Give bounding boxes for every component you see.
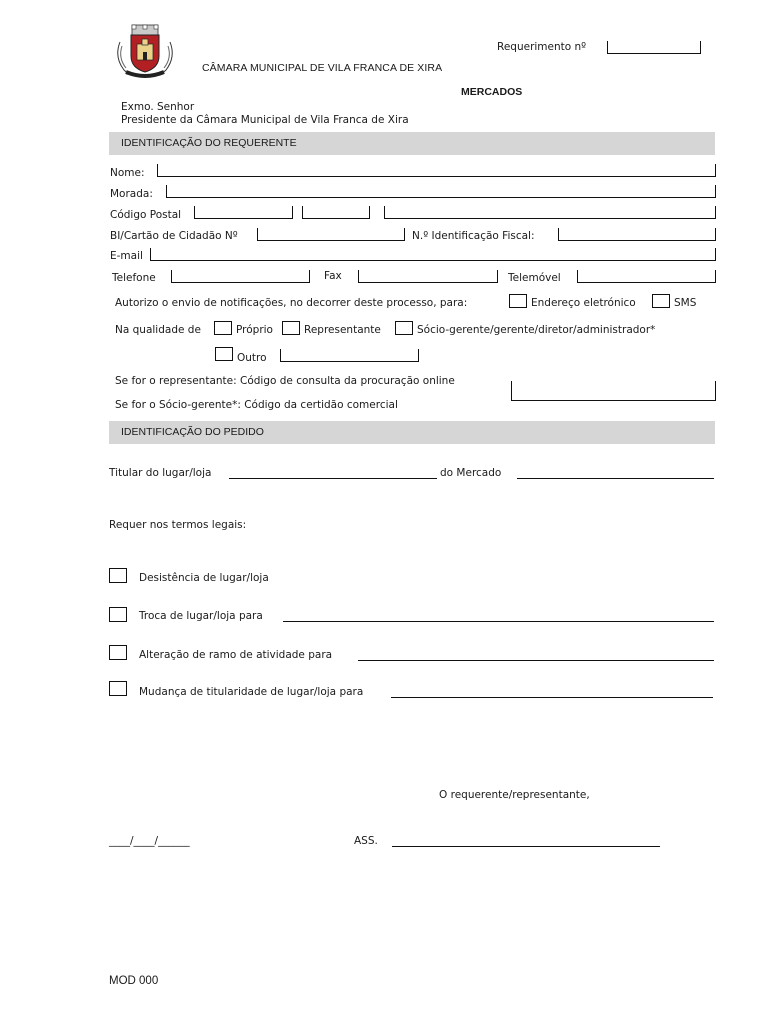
fax-field[interactable] bbox=[358, 270, 498, 283]
telefone-field[interactable] bbox=[171, 270, 310, 283]
codigo-field[interactable] bbox=[511, 381, 716, 401]
municipal-crest-logo bbox=[112, 22, 178, 80]
notificacoes-label: Autorizo o envio de notificações, no decorrer deste processo, para: bbox=[115, 297, 468, 309]
qualidade-label: Na qualidade de bbox=[115, 324, 201, 336]
addressee-line-2: Presidente da Câmara Municipal de Vila Franca de Xira bbox=[121, 114, 409, 126]
outro-label: Outro bbox=[237, 352, 267, 364]
procuracao-label: Se for o representante: Código de consulta da procuração online bbox=[115, 375, 455, 387]
email-label: E-mail bbox=[110, 250, 143, 262]
telefone-label: Telefone bbox=[112, 272, 156, 284]
socio-checkbox[interactable] bbox=[395, 321, 413, 335]
nome-field[interactable] bbox=[157, 164, 716, 177]
ass-label: ASS. bbox=[354, 835, 378, 847]
signature-line[interactable] bbox=[392, 846, 660, 847]
morada-field[interactable] bbox=[166, 185, 716, 198]
certidao-label: Se for o Sócio-gerente*: Código da certidão comercial bbox=[115, 399, 398, 411]
representante-checkbox[interactable] bbox=[282, 321, 300, 335]
alteracao-checkbox[interactable] bbox=[109, 645, 127, 660]
proprio-checkbox[interactable] bbox=[214, 321, 232, 335]
proprio-label: Próprio bbox=[236, 324, 273, 336]
alteracao-label: Alteração de ramo de atividade para bbox=[139, 649, 333, 661]
desistencia-label: Desistência de lugar/loja bbox=[139, 572, 269, 584]
addressee-line-1: Exmo. Senhor bbox=[121, 101, 195, 113]
mudanca-checkbox[interactable] bbox=[109, 681, 127, 696]
mudanca-line[interactable] bbox=[391, 697, 713, 698]
mercado-label: do Mercado bbox=[440, 467, 502, 479]
codigo-postal-field-2[interactable] bbox=[302, 206, 370, 219]
nif-label: N.º Identificação Fiscal: bbox=[412, 230, 535, 242]
socio-label: Sócio-gerente/gerente/diretor/administrador* bbox=[417, 324, 656, 336]
email-field[interactable] bbox=[150, 248, 716, 261]
sms-label: SMS bbox=[674, 297, 697, 309]
requer-label: Requer nos termos legais: bbox=[109, 519, 247, 531]
telemovel-field[interactable] bbox=[577, 270, 716, 283]
sms-checkbox[interactable] bbox=[652, 294, 670, 308]
requerimento-number-field[interactable] bbox=[607, 41, 701, 54]
section-title: MERCADOS bbox=[461, 86, 523, 98]
desistencia-checkbox[interactable] bbox=[109, 568, 127, 583]
form-code: MOD 000 bbox=[109, 975, 159, 987]
requerimento-label: Requerimento nº bbox=[497, 41, 587, 53]
nif-field[interactable] bbox=[558, 228, 716, 241]
endereco-label: Endereço eletrónico bbox=[531, 297, 636, 309]
troca-checkbox[interactable] bbox=[109, 607, 127, 622]
section-bar-requerente bbox=[109, 132, 715, 155]
troca-label: Troca de lugar/loja para bbox=[139, 610, 263, 622]
representante-label: Representante bbox=[304, 324, 381, 336]
localidade-field[interactable] bbox=[384, 206, 716, 219]
titular-label: Titular do lugar/loja bbox=[109, 467, 212, 479]
telemovel-label: Telemóvel bbox=[508, 272, 561, 284]
codigo-postal-label: Código Postal bbox=[110, 209, 182, 221]
section-bar-pedido bbox=[109, 421, 715, 444]
outro-field[interactable] bbox=[280, 349, 419, 362]
morada-label: Morada: bbox=[110, 188, 153, 200]
bi-field[interactable] bbox=[257, 228, 405, 241]
fax-label: Fax bbox=[324, 270, 342, 282]
section-heading-requerente: IDENTIFICAÇÃO DO REQUERENTE bbox=[121, 137, 297, 149]
titular-line[interactable] bbox=[229, 478, 437, 479]
outro-checkbox[interactable] bbox=[215, 347, 233, 361]
troca-line[interactable] bbox=[283, 621, 714, 622]
codigo-postal-field-1[interactable] bbox=[194, 206, 293, 219]
mercado-line[interactable] bbox=[517, 478, 714, 479]
org-name: CÂMARA MUNICIPAL DE VILA FRANCA DE XIRA bbox=[202, 62, 443, 74]
section-heading-pedido: IDENTIFICAÇÃO DO PEDIDO bbox=[121, 426, 264, 438]
nome-label: Nome: bbox=[110, 167, 145, 179]
date-blank[interactable]: ____/____/______ bbox=[109, 835, 190, 847]
mudanca-label: Mudança de titularidade de lugar/loja para bbox=[139, 686, 364, 698]
alteracao-line[interactable] bbox=[358, 660, 714, 661]
bi-label: BI/Cartão de Cidadão Nº bbox=[110, 230, 238, 242]
endereco-checkbox[interactable] bbox=[509, 294, 527, 308]
requerente-signature-label: O requerente/representante, bbox=[439, 789, 590, 801]
